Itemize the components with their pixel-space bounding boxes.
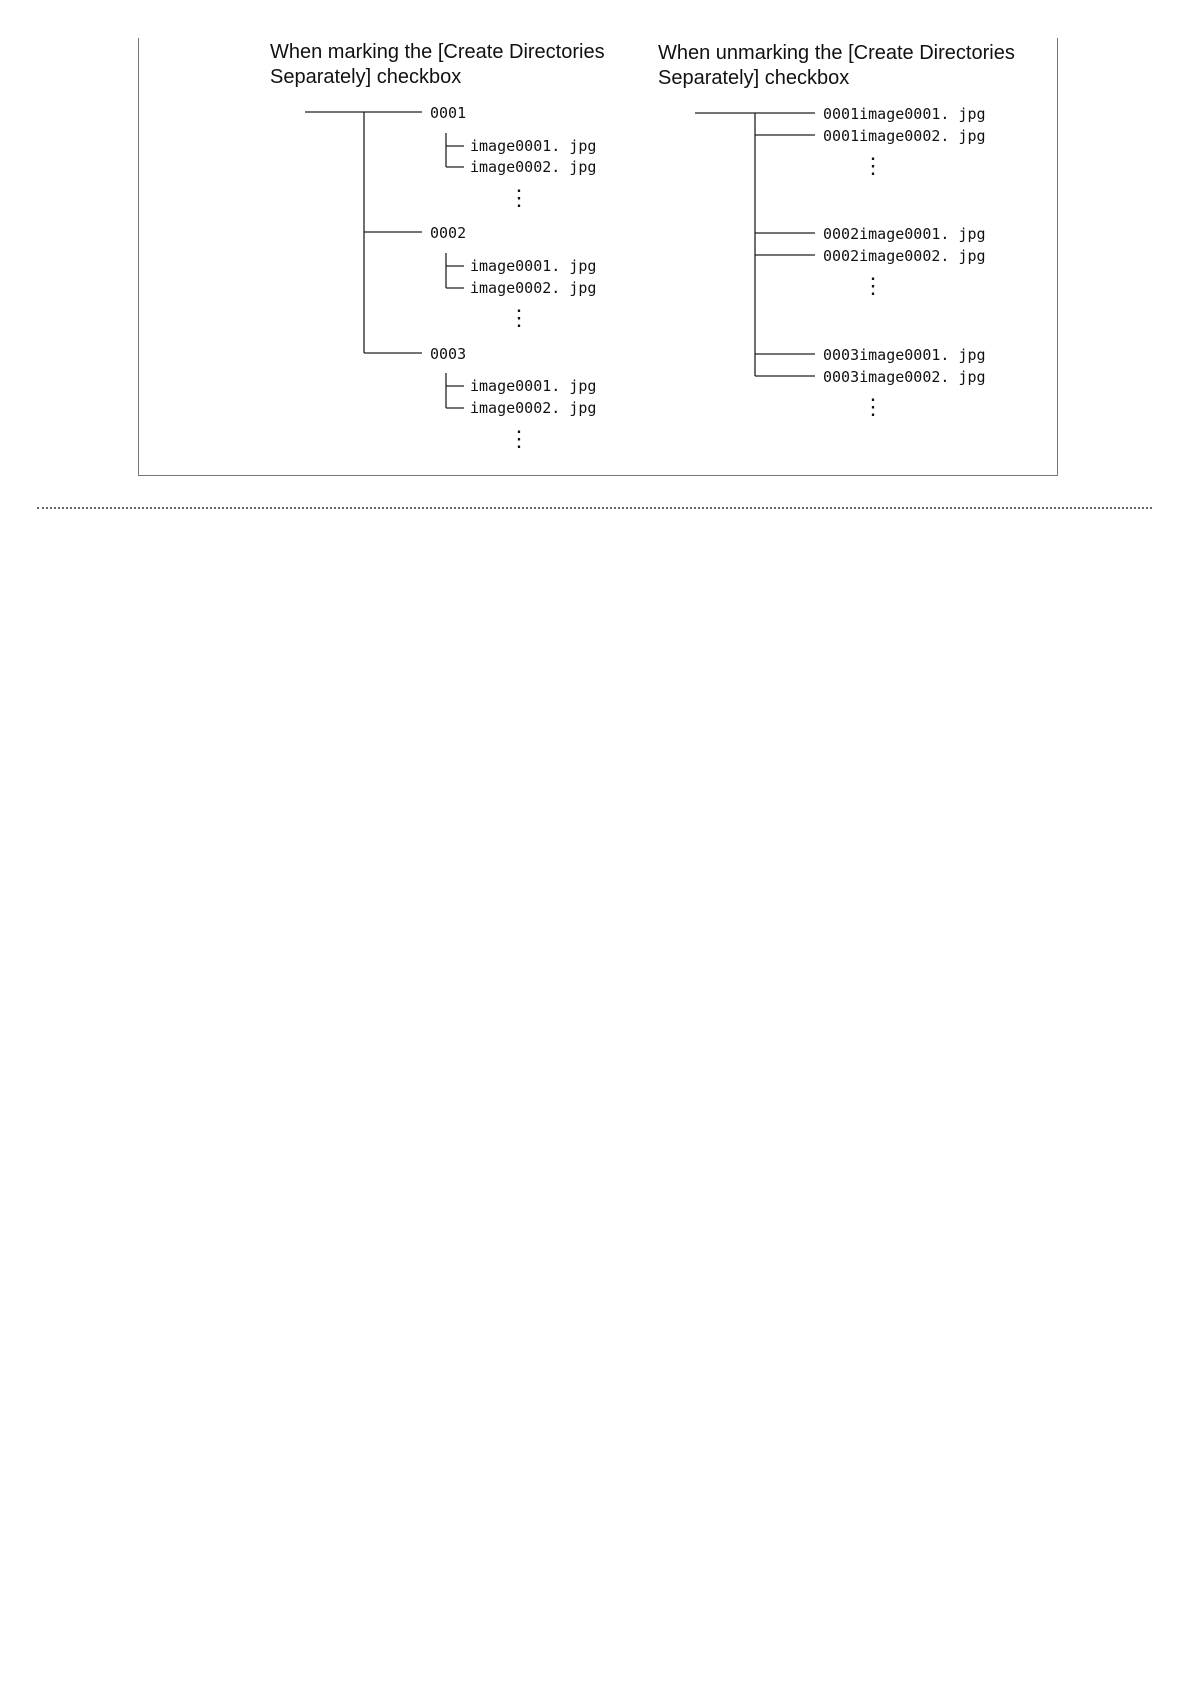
- left-heading-line1: When marking the [Create Directories: [270, 41, 605, 63]
- file-label: image0001. jpg: [470, 257, 597, 275]
- right-heading-line2: Separately] checkbox: [658, 67, 850, 89]
- flat-file-label: 0003image0002. jpg: [823, 368, 986, 386]
- file-label: image0001. jpg: [470, 377, 597, 395]
- ellipsis-more: ⋮: [862, 395, 884, 420]
- flat-file-label: 0002image0001. jpg: [823, 225, 986, 243]
- file-label: image0002. jpg: [470, 399, 597, 417]
- left-heading-line2: Separately] checkbox: [270, 66, 462, 88]
- flat-file-label: 0003image0001. jpg: [823, 346, 986, 364]
- flat-file-label: 0001image0001. jpg: [823, 105, 986, 123]
- ellipsis-more: ⋮: [508, 306, 530, 331]
- flat-file-label: 0002image0002. jpg: [823, 247, 986, 265]
- dotted-separator: [37, 507, 1152, 509]
- ellipsis-more: ⋮: [862, 274, 884, 299]
- folder-label: 0002: [430, 224, 467, 242]
- flat-file-label: 0001image0002. jpg: [823, 127, 986, 145]
- folder-label: 0003: [430, 345, 467, 363]
- folder-label: 0001: [430, 104, 467, 122]
- ellipsis-more: ⋮: [862, 154, 884, 179]
- file-label: image0002. jpg: [470, 279, 597, 297]
- file-label: image0001. jpg: [470, 137, 597, 155]
- ellipsis-more: ⋮: [508, 427, 530, 452]
- right-heading-line1: When unmarking the [Create Directories: [658, 42, 1015, 64]
- ellipsis-more: ⋮: [508, 186, 530, 211]
- file-label: image0002. jpg: [470, 158, 597, 176]
